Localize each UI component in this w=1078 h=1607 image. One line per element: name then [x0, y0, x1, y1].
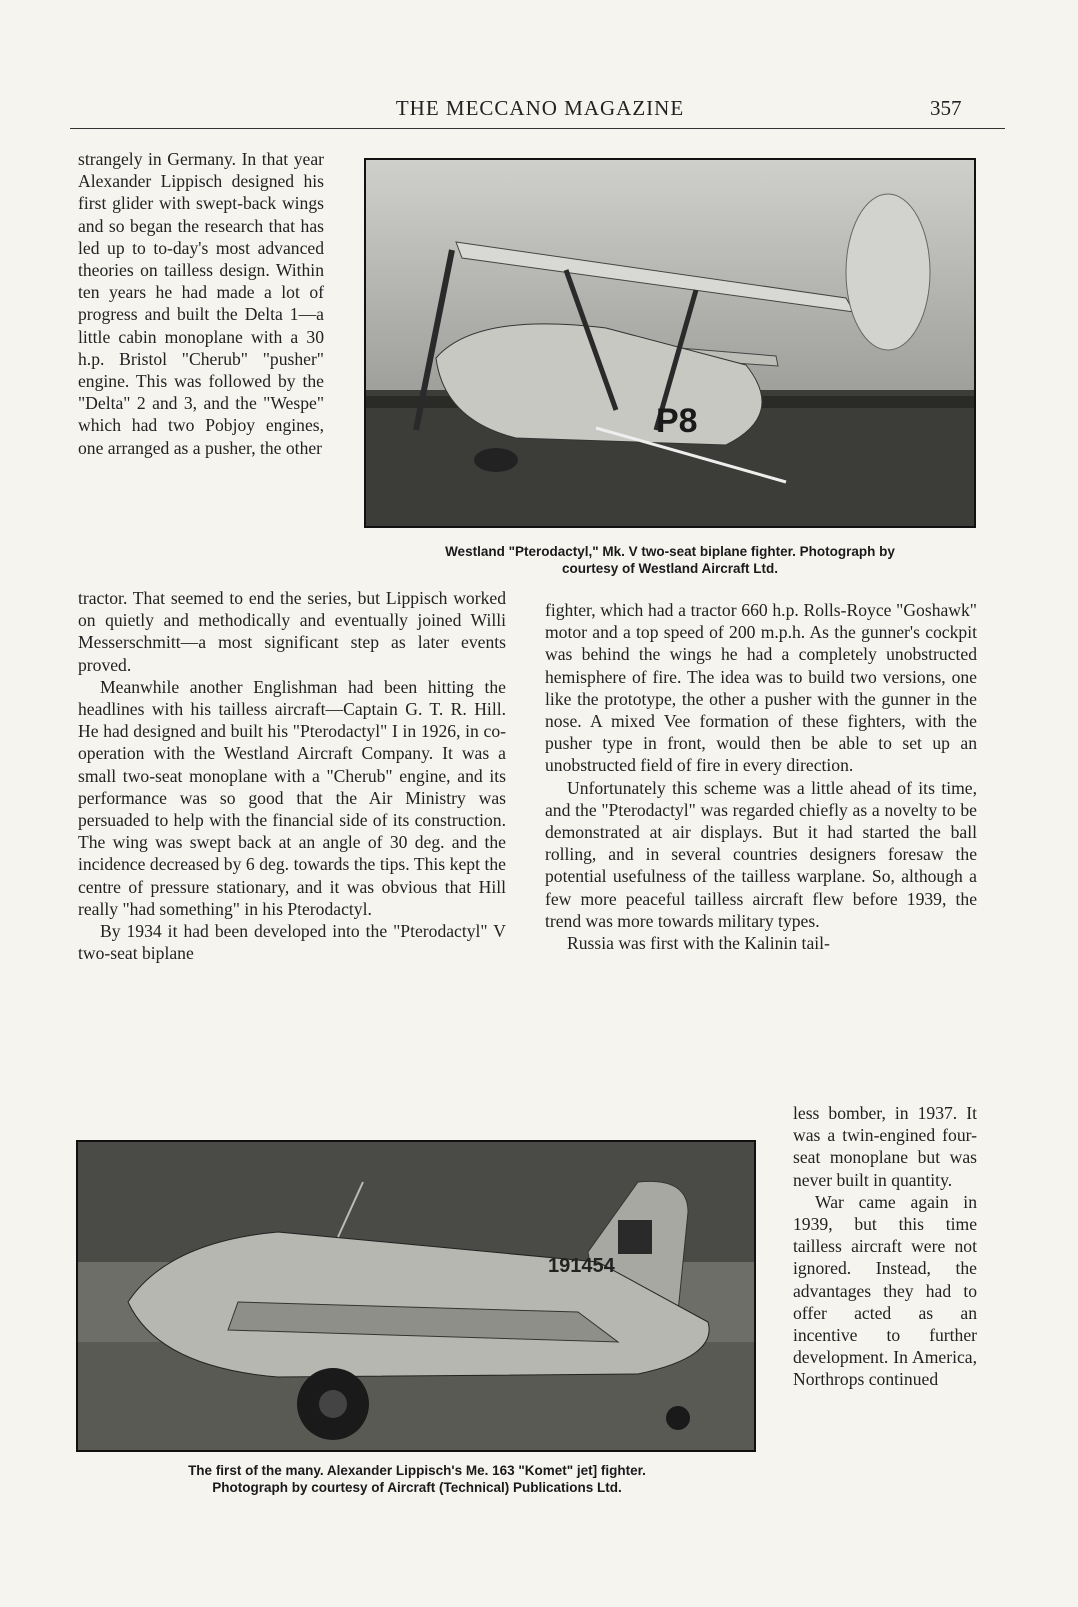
paragraph-kalinin: less bomber, in 1937. It was a twin-engined four-seat monoplane but was never built in quantity. [793, 1103, 977, 1190]
right-narrow-column [793, 1102, 977, 1391]
page-number: 357 [930, 96, 962, 120]
left-column [78, 587, 506, 964]
paragraph-lippisch-cont: tractor. That seemed to end the series, but Lippisch worked on quietly and methodically and eventually joined Willi Messerschmitt—a most significant step as later events proved. [78, 588, 506, 675]
paragraph-1934: By 1934 it had been developed into the "Pterodactyl" V two-seat biplane [78, 921, 506, 964]
right-column [545, 599, 977, 954]
komet-photo [76, 1140, 756, 1452]
pterodactyl-illustration [366, 160, 974, 526]
header-rule [70, 128, 1005, 129]
paragraph-war: War came again in 1939, but this time tailless aircraft were not ignored. Instead, the advantages they had to offer acted as an incentive to further development. In America, Northrops continued [793, 1191, 977, 1390]
magazine-title: THE MECCANO MAGAZINE [395, 96, 685, 120]
aircraft-registration-marking: P8 [656, 402, 698, 440]
paragraph-goshawk: fighter, which had a tractor 660 h.p. Rolls-Royce "Goshawk" motor and a top speed of 200 m.p.h. As the gunner's cockpit was behind the wings he had a completely unobstructed hemisphere of fire. The idea was to build two versions, one like the prototype, the other a pusher with the gunner in the nose. A mixed Vee formation of these fighters, with the pusher type in front, would then be able to set up an unobstructed field of fire in every direction. [545, 600, 977, 776]
pterodactyl-photo [364, 158, 976, 528]
top-caption-line2: courtesy of Westland Aircraft Ltd. [561, 561, 779, 576]
bottom-caption-line1: The first of the many. Alexander Lippisch's Me. 163 "Komet" jet] fighter. [188, 1463, 646, 1478]
paragraph-unfortunately: Unfortunately this scheme was a little ahead of its time, and the "Pterodactyl" was regarded chiefly as a novelty to be demonstrated at air displays. But it had started the ball rolling, and in several countries designers foresaw the potential usefulness of the tailless warplane. So, although a few more peaceful tailless aircraft flew before 1939, the trend was more towards military types. [545, 777, 977, 931]
paragraph-hill: Meanwhile another Englishman had been hitting the headlines with his tailless aircraft—Captain G. T. R. Hill. He had designed and built his "Pterodactyl" I in 1926, in co-operation with the Westland Aircraft Company. It was a small two-seat monoplane with a "Cherub" engine, and its performance was so good that the Air Ministry was persuaded to help with the financial side of its construction. The wing was swept back at an angle of 30 deg. and the incidence decreased by 6 deg. towards the tips. This kept the centre of pressure stationary, and it was obvious that Hill really "had something" in his Pterodactyl. [78, 676, 506, 919]
left-narrow-column [78, 148, 324, 459]
bottom-caption-line2: Photograph by courtesy of Aircraft (Technical) Publications Ltd. [212, 1480, 622, 1495]
bottom-photo-caption [70, 1462, 764, 1496]
aircraft-serial-marking: 191454 [548, 1255, 615, 1277]
top-photo-caption [352, 543, 988, 577]
paragraph-russia-start: Russia was first with the Kalinin tail- [567, 933, 830, 954]
komet-illustration [78, 1142, 754, 1450]
top-caption-line1: Westland "Pterodactyl," Mk. V two-seat biplane fighter. Photograph by [445, 544, 895, 559]
paragraph-lippisch-intro: strangely in Germany. In that year Alexander Lippisch designed his first glider with swept-back wings and so began the research that has led up to to-day's most advanced theories on tailless design. Within ten years he had made a lot of progress and built the Delta 1—a little cabin monoplane with a 30 h.p. Bristol "Cherub" "pusher" engine. This was followed by the "Delta" 2 and 3, and the "Wespe" which had two Pobjoy engines, one arranged as a pusher, the other [78, 149, 324, 458]
